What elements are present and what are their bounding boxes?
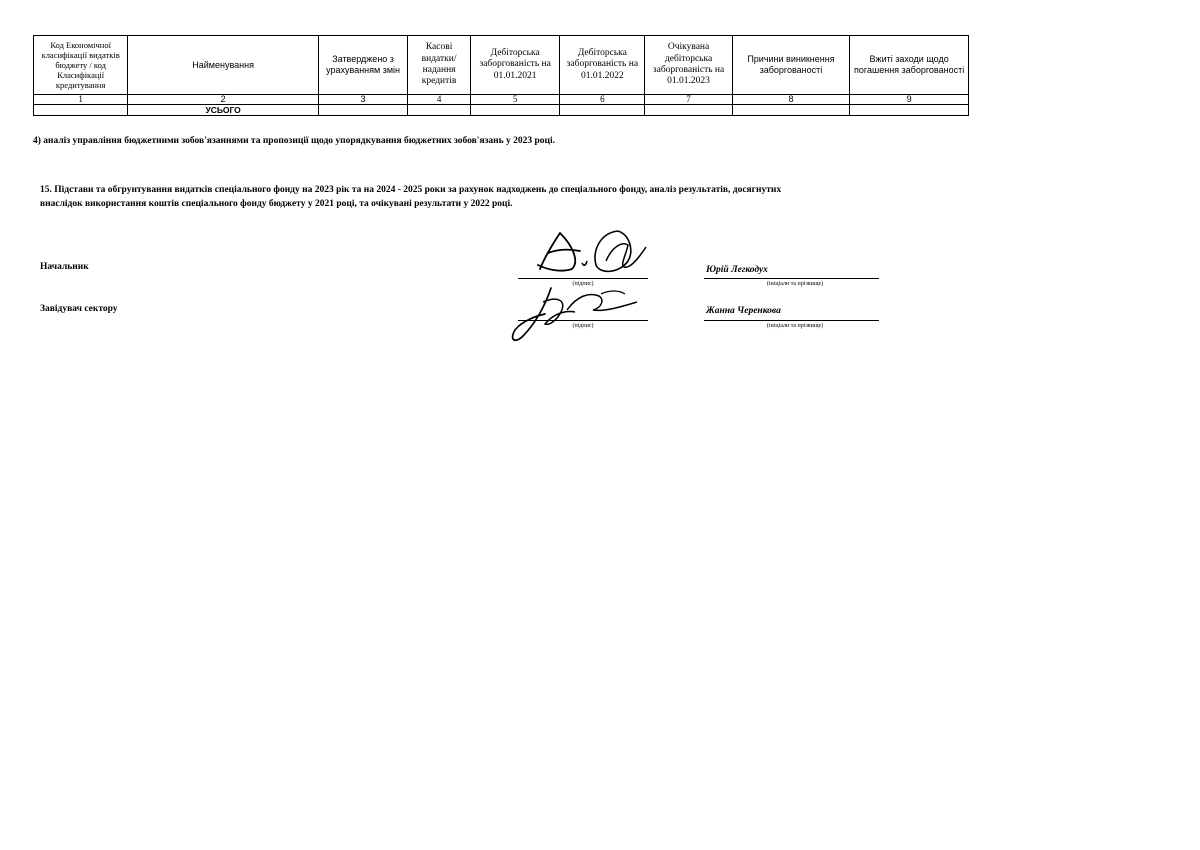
column-number: 8 bbox=[732, 95, 850, 105]
signature-caption-1: (підпис) bbox=[572, 281, 594, 287]
section-15-line-2: внаслідок використання коштів спеціального фонду бюджету у 2021 році, та очікувані результати у 2022 році. bbox=[40, 199, 513, 209]
name-caption-1: (ініціали та прізвище) bbox=[766, 281, 824, 287]
total-row bbox=[34, 105, 969, 116]
col-header-receivables-2021: Дебіторська заборгованість на 01.01.2021 bbox=[471, 36, 560, 95]
table-cell bbox=[732, 105, 850, 116]
col-header-expected-receivables-2023: Очікувана дебіторська заборгованість на 01.01.2023 bbox=[645, 36, 732, 95]
column-number: 1 bbox=[34, 95, 128, 105]
column-number: 2 bbox=[128, 95, 319, 105]
total-label: УСЬОГО bbox=[128, 105, 319, 116]
signatory-role-sector: Завідувач сектору bbox=[40, 304, 118, 314]
signatory-role-head: Начальник bbox=[40, 262, 89, 272]
table-cell bbox=[645, 105, 732, 116]
col-header-debt-reasons: Причини виникнення заборгованості bbox=[732, 36, 850, 95]
name-line-1 bbox=[704, 278, 879, 279]
column-number: 7 bbox=[645, 95, 732, 105]
table-cell bbox=[850, 105, 969, 116]
col-header-cash-expenses: Касові видатки/ надання кредитів bbox=[408, 36, 471, 95]
signatory-name-sector: Жанна Черенкова bbox=[706, 306, 781, 316]
column-number: 9 bbox=[850, 95, 969, 105]
name-line-2 bbox=[704, 320, 879, 321]
col-header-measures-taken: Вжиті заходи щодо погашення заборгованості bbox=[850, 36, 969, 95]
column-number: 3 bbox=[318, 95, 407, 105]
column-number: 4 bbox=[408, 95, 471, 105]
col-header-approved: Затверджено з урахуванням змін bbox=[318, 36, 407, 95]
table-cell bbox=[471, 105, 560, 116]
column-number: 6 bbox=[560, 95, 645, 105]
handwritten-signature-2 bbox=[505, 282, 665, 352]
handwritten-signature-1 bbox=[530, 225, 660, 285]
col-header-receivables-2022: Дебіторська заборгованість на 01.01.2022 bbox=[560, 36, 645, 95]
receivables-table bbox=[33, 35, 969, 116]
column-number-row bbox=[34, 95, 969, 105]
table-cell bbox=[560, 105, 645, 116]
col-header-name: Найменування bbox=[128, 36, 319, 95]
signature-caption-2: (підпис) bbox=[572, 323, 594, 329]
paragraph-4: 4) аналіз управління бюджетними зобов'язаннями та пропозиції щодо упорядкування бюджетних зобов'язань у 2023 році. bbox=[33, 136, 556, 146]
column-number: 5 bbox=[471, 95, 560, 105]
signatory-name-head: Юрій Легкодух bbox=[706, 265, 768, 275]
name-caption-2: (ініціали та прізвище) bbox=[766, 323, 824, 329]
table-header-row bbox=[34, 36, 969, 95]
table-cell bbox=[34, 105, 128, 116]
table-cell bbox=[408, 105, 471, 116]
table-cell bbox=[318, 105, 407, 116]
section-15-line-1: 15. Підстави та обгрунтування видатків спеціального фонду на 2023 рік та на 2024 - 2025 роки за рахунок надходжень до спеціального фонду, аналіз результатів, досягнутих bbox=[40, 185, 782, 195]
col-header-code: Код Економічної класифікації видатків бюджету / код Класифікації кредитування bbox=[34, 36, 128, 95]
signature-line-2 bbox=[518, 320, 648, 321]
signature-line-1 bbox=[518, 278, 648, 279]
